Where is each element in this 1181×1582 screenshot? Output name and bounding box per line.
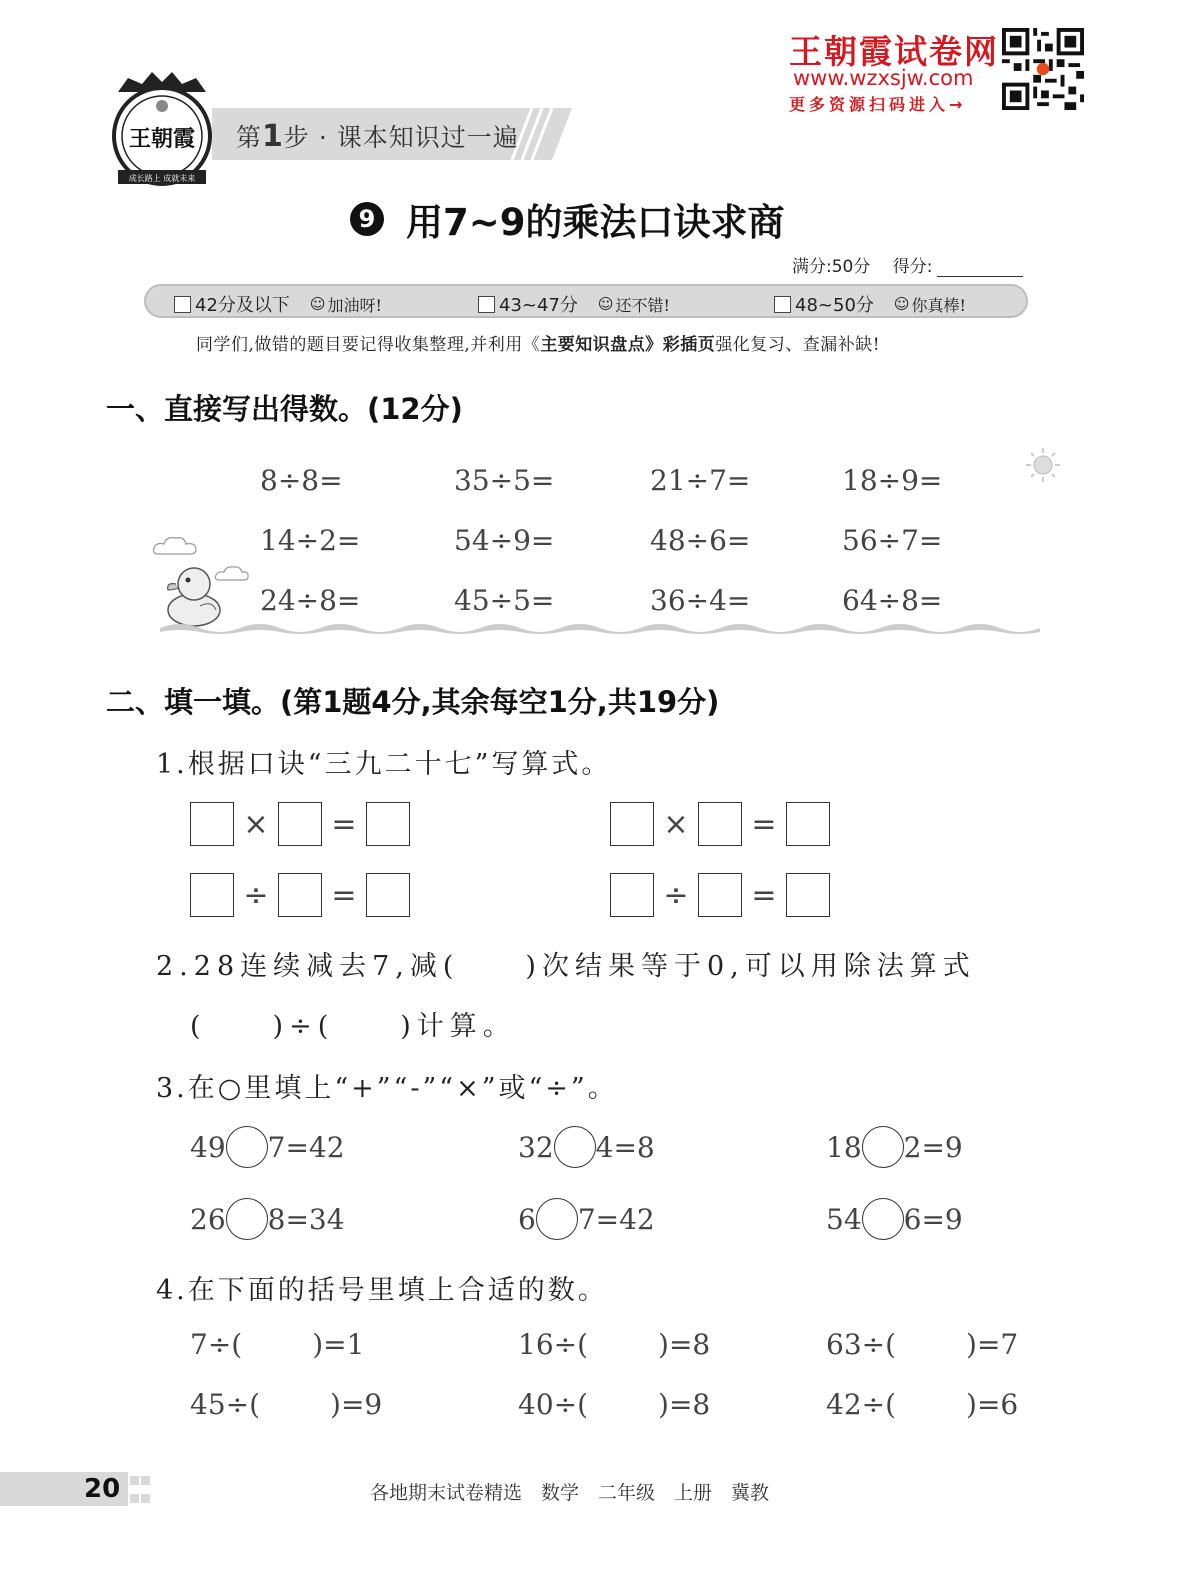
paren-equation xyxy=(518,1388,710,1421)
question-1: 1.根据口诀“三九二十七”写算式。 xyxy=(156,749,612,780)
brand-url[interactable]: www.wzxsjw.com xyxy=(793,66,974,90)
question-3: 3.在○里填上“+”“-”“×”或“÷”。 xyxy=(156,1073,618,1104)
equation: 35÷5= xyxy=(454,464,555,497)
answer-box[interactable] xyxy=(190,802,234,846)
tip-bold: 主要知识盘点》彩插页 xyxy=(540,335,716,355)
box-equation-multiply xyxy=(190,802,410,846)
section1-title: 一、直接写出得数。(12分) xyxy=(106,392,463,426)
rating-range: 42分及以下 xyxy=(195,295,290,316)
paren-equation xyxy=(518,1328,710,1361)
brand-name: 王朝霞试卷网 xyxy=(789,32,999,71)
left-operand: 49 xyxy=(190,1130,226,1164)
svg-text:王朝霞: 王朝霞 xyxy=(128,127,196,152)
tip-before: 同学们,做错的题目要记得收集整理,并利用《 xyxy=(196,335,541,355)
paren-right: )=8 xyxy=(658,1388,711,1421)
equation: 8÷8= xyxy=(260,464,343,497)
box-equation-multiply xyxy=(610,802,830,846)
equals-sign: = xyxy=(331,806,357,842)
question-2-line2: ( )÷( )计算。 xyxy=(190,1011,516,1042)
question-4: 4.在下面的括号里填上合适的数。 xyxy=(156,1275,608,1306)
paren-left: 42÷( xyxy=(826,1388,897,1421)
step-suffix: 步 · 课本知识过一遍 xyxy=(283,123,519,152)
box-equation-divide xyxy=(190,873,410,917)
left-operand: 54 xyxy=(826,1202,862,1236)
equation: 36÷4= xyxy=(650,584,751,617)
equals-sign: = xyxy=(751,806,777,842)
paren-left: 63÷( xyxy=(826,1328,897,1361)
circle-equation xyxy=(518,1126,655,1168)
equation: 14÷2= xyxy=(260,524,361,557)
equation: 54÷9= xyxy=(454,524,555,557)
operator-circle[interactable] xyxy=(226,1198,268,1240)
equation: 24÷8= xyxy=(260,584,361,617)
right-part: 4=8 xyxy=(595,1130,655,1164)
right-part: 7=42 xyxy=(267,1130,345,1164)
equals-sign: = xyxy=(751,877,777,913)
full-score-label: 满分:50分 xyxy=(792,257,871,277)
operator-circle[interactable] xyxy=(554,1126,596,1168)
paren-right: )=1 xyxy=(312,1328,365,1361)
rating-range: 43~47分 xyxy=(499,295,578,316)
box-equation-divide xyxy=(610,873,830,917)
paren-equation xyxy=(826,1328,1018,1361)
smiley-icon: ☺ xyxy=(893,295,910,313)
answer-box[interactable] xyxy=(698,873,742,917)
equation: 64÷8= xyxy=(842,584,943,617)
score-label: 得分: xyxy=(892,257,933,277)
checkbox[interactable] xyxy=(478,296,495,313)
paren-right: )=8 xyxy=(658,1328,711,1361)
rating-range: 48~50分 xyxy=(795,295,874,316)
lesson-title xyxy=(350,192,785,246)
answer-box[interactable] xyxy=(366,873,410,917)
paren-left: 16÷( xyxy=(518,1328,589,1361)
operator-circle[interactable] xyxy=(226,1126,268,1168)
score-line xyxy=(792,252,1023,277)
right-part: 6=9 xyxy=(903,1202,963,1236)
answer-box[interactable] xyxy=(698,802,742,846)
answer-box[interactable] xyxy=(278,802,322,846)
right-part: 8=34 xyxy=(267,1202,345,1236)
paren-equation xyxy=(190,1328,364,1361)
section2-title: 二、填一填。(第1题4分,其余每空1分,共19分) xyxy=(106,685,720,719)
step-number: 1 xyxy=(262,119,284,154)
equation: 21÷7= xyxy=(650,464,751,497)
right-part: 2=9 xyxy=(903,1130,963,1164)
answer-box[interactable] xyxy=(610,802,654,846)
rating-bar xyxy=(144,284,1028,318)
equation: 18÷9= xyxy=(842,464,943,497)
answer-box[interactable] xyxy=(610,873,654,917)
circle-equation xyxy=(826,1198,963,1240)
logo-badge xyxy=(108,70,216,188)
answer-box[interactable] xyxy=(366,802,410,846)
left-operand: 18 xyxy=(826,1130,862,1164)
rating-high xyxy=(774,291,966,317)
step-label xyxy=(236,118,519,154)
lesson-title-text: 用7~9的乘法口诀求商 xyxy=(406,201,785,244)
smiley-icon: ☺ xyxy=(309,295,326,313)
circle-equation xyxy=(826,1126,963,1168)
divide-sign: ÷ xyxy=(663,877,689,913)
equation: 48÷6= xyxy=(650,524,751,557)
paren-equation xyxy=(826,1388,1018,1421)
circle-equation xyxy=(518,1198,655,1240)
circle-equation xyxy=(190,1198,345,1240)
times-sign: × xyxy=(663,806,689,842)
wave-divider xyxy=(160,618,1040,638)
times-sign: × xyxy=(243,806,269,842)
lesson-number-badge: 9 xyxy=(350,202,384,236)
page-number: 20 xyxy=(84,1474,121,1504)
rating-mid xyxy=(478,291,670,317)
paren-right: )=6 xyxy=(966,1388,1019,1421)
equals-sign: = xyxy=(331,877,357,913)
tip-after: 强化复习、查漏补缺! xyxy=(715,335,881,355)
sun-icon xyxy=(1024,448,1062,482)
paren-left: 45÷( xyxy=(190,1388,261,1421)
circle-equation xyxy=(190,1126,345,1168)
footer-bar xyxy=(0,1472,150,1506)
rating-comment: 还不错! xyxy=(615,295,670,315)
footer-text: 各地期末试卷精选 数学 二年级 上册 冀教 xyxy=(370,1482,770,1504)
checkbox[interactable] xyxy=(774,296,791,313)
answer-box[interactable] xyxy=(786,802,830,846)
checkbox[interactable] xyxy=(174,296,191,313)
score-blank[interactable] xyxy=(937,260,1023,277)
equation: 45÷5= xyxy=(454,584,555,617)
rating-low xyxy=(174,291,382,317)
step-prefix: 第 xyxy=(236,123,263,152)
equation: 56÷7= xyxy=(842,524,943,557)
paren-right: )=7 xyxy=(966,1328,1019,1361)
divide-sign: ÷ xyxy=(243,877,269,913)
svg-text:成长路上 成就未来: 成长路上 成就未来 xyxy=(128,174,196,183)
operator-circle[interactable] xyxy=(536,1198,578,1240)
paren-equation xyxy=(190,1388,382,1421)
paren-right: )=9 xyxy=(330,1388,383,1421)
rating-comment: 你真棒! xyxy=(911,295,966,315)
answer-box[interactable] xyxy=(786,873,830,917)
paren-left: 7÷( xyxy=(190,1328,243,1361)
left-operand: 26 xyxy=(190,1202,226,1236)
operator-circle[interactable] xyxy=(862,1126,904,1168)
answer-box[interactable] xyxy=(278,873,322,917)
cloud-icon xyxy=(152,534,198,556)
question-2-line1: 2.28连续减去7,减( )次结果等于0,可以用除法算式 xyxy=(156,951,976,982)
paren-left: 40÷( xyxy=(518,1388,589,1421)
left-operand: 32 xyxy=(518,1130,554,1164)
right-part: 7=42 xyxy=(577,1202,655,1236)
rating-comment: 加油呀! xyxy=(327,295,382,315)
tip-line xyxy=(196,330,880,355)
operator-circle[interactable] xyxy=(862,1198,904,1240)
left-operand: 6 xyxy=(518,1202,536,1236)
qr-code[interactable] xyxy=(1002,28,1084,110)
smiley-icon: ☺ xyxy=(597,295,614,313)
answer-box[interactable] xyxy=(190,873,234,917)
brand-scan-text: 更多资源扫码进入→ xyxy=(789,95,967,114)
